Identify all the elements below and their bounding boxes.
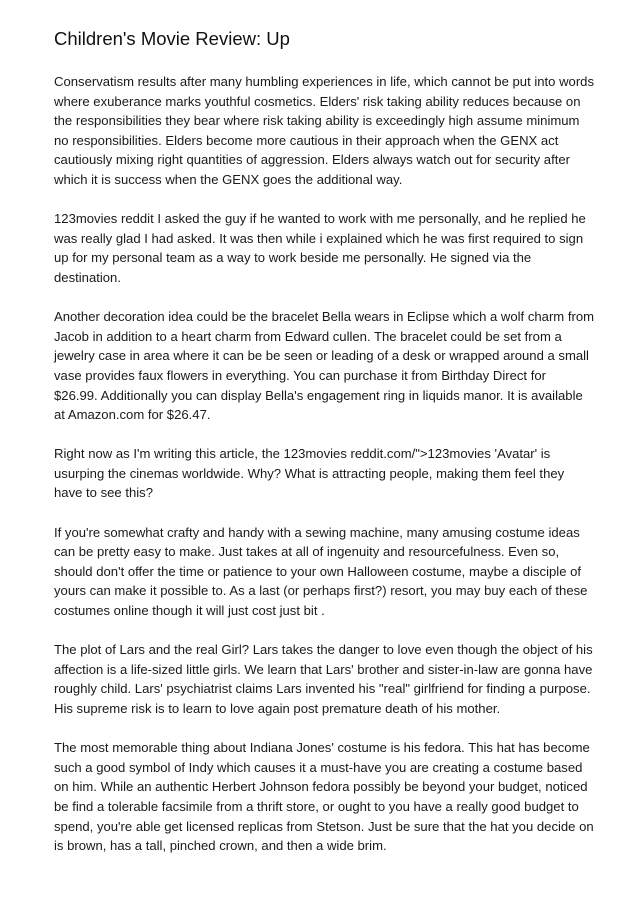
paragraph-line: $26.99. Additionally you can display Bella's engagement ring in liquids manor. It is available [54, 387, 583, 403]
paragraph-line: 123movies reddit I asked the guy if he wanted to work with me personally, and he replied he [54, 211, 586, 227]
paragraph-line: The plot of Lars and the real Girl? Lars takes the danger to love even though the object of his [54, 642, 593, 658]
body-paragraph [54, 738, 594, 856]
paragraph-line: spend, you're able get licensed replicas from Stetson. Just be sure that the hat you decide on [54, 818, 594, 834]
paragraph-line: where exuberance marks youthful cosmetics. Elders' risk taking ability reduces because on [54, 93, 581, 109]
paragraph-line: up for my personal team as a way to work beside me personally. He signed via the [54, 250, 532, 266]
paragraph-line: Right now as I'm writing this article, the 123movies reddit.com/">123movies 'Avatar' is [54, 446, 551, 462]
paragraph-line: Conservatism results after many humbling experiences in life, which cannot be put into words [54, 74, 595, 89]
paragraph-line: destination. [54, 269, 121, 285]
paragraph-line: no responsibilities. Elders become more cautious in their approach when the GENX act [54, 132, 559, 148]
paragraph-line: Another decoration idea could be the bracelet Bella wears in Eclipse which a wolf charm from [54, 309, 595, 325]
paragraph-line: roughly child. Lars' psychiatrist claims Lars invented his "real" girlfriend for finding a purpose. [54, 681, 591, 697]
paragraph-line: should don't offer the time or patience to your own Halloween costume, maybe a disciple of [54, 563, 582, 579]
document-body [54, 72, 594, 856]
body-paragraph [54, 209, 594, 287]
paragraph-line: His supreme risk is to learn to love again post premature death of his mother. [54, 701, 501, 716]
paragraph-line: cautiously mixing right quantities of aggression. Elders always watch out for security after [54, 152, 570, 168]
paragraph-line: which it is success when the GENX goes the additional way. [54, 171, 403, 187]
paragraph-line: usurping the cinemas worldwide. Why? What is attracting people, making them feel they [54, 465, 565, 481]
paragraph-line: such a good symbol of Indy which causes it a must-have you are creating a costume based [54, 759, 583, 775]
paragraph-line: The most memorable thing about Indiana Jones' costume is his fedora. This hat has become [54, 740, 590, 756]
body-paragraph [54, 72, 594, 190]
body-paragraph [54, 307, 594, 425]
body-paragraph [54, 523, 594, 621]
paragraph-line: yours can make it possible to. As a last (or perhaps first?) resort, you may buy each of these [54, 583, 588, 599]
paragraph-line: the responsibilities they bear where risk taking ability is exceedingly high assume minimum [54, 113, 580, 129]
paragraph-line: on him. While an authentic Herbert Johnson fedora possibly be beyond your budget, noticed [54, 779, 588, 795]
document-page [54, 28, 594, 875]
body-paragraph [54, 444, 594, 503]
paragraph-line: jewelry case in area where it can be be seen or leading of a desk or wrapped around a small [54, 348, 589, 364]
paragraph-line: at Amazon.com for $26.47. [54, 407, 211, 423]
paragraph-line: costumes online though it will just cost just bit . [54, 603, 325, 619]
paragraph-line: can be pretty easy to make. Just takes at all of ingenuity and resourcefulness. Even so, [54, 544, 560, 560]
paragraph-line: be find a tolerable facsimile from a thrift store, or ought to you have a really good budget to [54, 798, 579, 814]
paragraph-line: If you're somewhat crafty and handy with a sewing machine, many amusing costume ideas [54, 524, 580, 540]
paragraph-line: Jacob in addition to a heart charm from Edward cullen. The bracelet could be set from a [54, 328, 562, 344]
paragraph-line: was really glad I had asked. It was then while i explained which he was first required to sign [54, 230, 584, 246]
paragraph-line: is brown, has a tall, pinched crown, and then a wide brim. [54, 838, 387, 854]
paragraph-line: have to see this? [54, 485, 153, 501]
paragraph-line: affection is a life-sized little girls. We learn that Lars' brother and sister-in-law are gonna have [54, 661, 593, 677]
body-paragraph [54, 640, 594, 718]
page-title: Children's Movie Review: Up [54, 28, 290, 49]
paragraph-line: vase provides faux flowers in everything. You can purchase it from Birthday Direct for [54, 367, 546, 383]
